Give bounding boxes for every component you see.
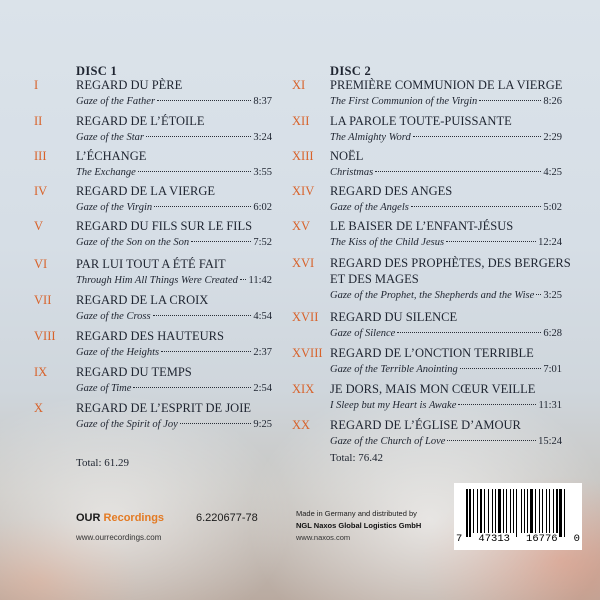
track-duration: 6:02 [253,202,272,213]
dot-leader [180,423,252,424]
track-title: REGARD DE L’ONCTION TERRIBLE [330,346,534,360]
disc2-title: DISC 2 [330,64,372,78]
track-title: REGARD DU FILS SUR LE FILS [76,219,253,233]
disc2-total: Total: 76.42 [330,452,384,464]
track-subtitle-line [76,132,272,143]
track-subtitle-line [76,311,272,322]
brand-recordings: Recordings [103,512,165,524]
dot-leader [153,315,252,316]
dot-leader [138,171,252,172]
track-number: XIX [292,382,315,396]
track-number: IX [34,365,48,379]
track-number: XV [292,219,311,233]
track-number: I [34,78,39,92]
track-title: REGARD DU SILENCE [330,310,458,324]
track-duration: 3:24 [253,132,272,143]
track-duration: 2:29 [543,132,562,143]
track-number: XIV [292,184,315,198]
track-subtitle-line [330,202,562,213]
dot-leader [397,332,541,333]
track-subtitle-line [330,167,562,178]
barcode-digit-group: 7 [456,533,463,545]
catalog-number: 6.220677-78 [196,512,258,524]
track-title: LA PAROLE TOUTE-PUISSANTE [330,114,512,128]
track-subtitle-line [330,400,562,411]
track-translation: Gaze of the Church of Love [330,436,446,447]
track-title: NOËL [330,149,364,163]
track-duration: 11:31 [538,400,562,411]
track-duration: 11:42 [248,275,272,286]
track-translation: Gaze of the Spirit of Joy [76,419,178,430]
track-title: LE BAISER DE L’ENFANT-JÉSUS [330,219,514,233]
track-number: IV [34,184,48,198]
track-duration: 8:26 [543,96,562,107]
barcode-digit-group: 16776 [526,533,558,545]
track-translation: Gaze of the Angels [330,202,409,213]
barcode-digit-group: 47313 [478,533,510,545]
dot-leader [133,387,251,388]
made-in-text: Made in Germany and distributed by [296,509,417,518]
track-subtitle-line [76,237,272,248]
track-duration: 4:25 [543,167,562,178]
barcode-digit-group: 0 [573,533,580,545]
track-translation: Gaze of Silence [330,328,396,339]
track-subtitle-line [330,96,562,107]
track-duration: 2:54 [253,383,272,394]
track-translation: The Kiss of the Child Jesus [330,237,445,248]
track-title: REGARD DES PROPHÈTES, DES BERGERS [330,256,571,270]
track-title: REGARD DE L’ÉGLISE D’AMOUR [330,418,521,432]
disc1-title: DISC 1 [76,64,118,78]
track-translation: Gaze of the Prophet, the Shepherds and the Wise [330,290,535,301]
track-translation: Through Him All Things Were Created [76,275,238,286]
track-subtitle-line [330,132,562,143]
track-duration: 15:24 [538,436,562,447]
track-subtitle-line [330,290,562,301]
track-number: V [34,219,44,233]
distributor-website: www.naxos.com [296,533,351,542]
track-title: REGARD DE LA VIERGE [76,184,216,198]
track-duration: 5:02 [543,202,562,213]
track-number: XX [292,418,311,432]
distributor-name: NGL Naxos Global Logistics GmbH [296,521,422,530]
dot-leader [460,368,542,369]
track-duration: 7:52 [253,237,272,248]
track-title: REGARD DU TEMPS [76,365,192,379]
track-subtitle-line [76,347,272,358]
track-title: JE DORS, MAIS MON CŒUR VEILLE [330,382,536,396]
track-subtitle-line [330,364,562,375]
track-translation: Gaze of the Son on the Son [76,237,190,248]
dot-leader [154,206,251,207]
brand-our: OUR [76,512,101,524]
track-title: REGARD DES HAUTEURS [76,329,224,343]
track-number: XI [292,78,306,92]
track-translation: Christmas [330,167,374,178]
track-subtitle-line [76,96,272,107]
track-title: REGARD DE LA CROIX [76,293,209,307]
track-number: II [34,114,43,128]
track-translation: Gaze of Time [76,383,132,394]
track-translation: I Sleep but my Heart is Awake [330,400,457,411]
track-duration: 9:25 [253,419,272,430]
track-number: VI [34,257,48,271]
dot-leader [157,100,251,101]
track-translation: Gaze of the Star [76,132,144,143]
track-translation: The First Communion of the Virgin [330,96,478,107]
track-subtitle-line [76,167,272,178]
barcode-bars [466,489,572,533]
dot-leader [191,241,251,242]
dot-leader [146,136,251,137]
track-number: VIII [34,329,56,343]
dot-leader [411,206,541,207]
track-title: REGARD DES ANGES [330,184,453,198]
track-translation: Gaze of the Father [76,96,156,107]
track-number: XVII [292,310,319,324]
track-duration: 7:01 [543,364,562,375]
dot-leader [536,294,541,295]
track-subtitle-line [76,275,272,286]
dot-leader [446,241,536,242]
track-duration: 4:54 [253,311,272,322]
track-title-line2: ET DES MAGES [330,272,419,286]
track-subtitle-line [330,237,562,248]
track-subtitle-line [330,436,562,447]
track-number: X [34,401,44,415]
track-duration: 12:24 [538,237,562,248]
disc1-total: Total: 61.29 [76,457,130,469]
brand-logo [76,512,164,524]
dot-leader [458,404,536,405]
label-website: www.ourrecordings.com [76,533,162,542]
track-subtitle-line [330,328,562,339]
track-translation: Gaze of the Cross [76,311,151,322]
track-number: III [34,149,47,163]
track-title: REGARD DE L’ÉTOILE [76,114,205,128]
track-subtitle-line [76,202,272,213]
track-duration: 3:25 [543,290,562,301]
track-number: XII [292,114,310,128]
track-title: PAR LUI TOUT A ÉTÉ FAIT [76,257,226,271]
track-duration: 2:37 [253,347,272,358]
track-title: PREMIÈRE COMMUNION DE LA VIERGE [330,78,563,92]
track-translation: Gaze of the Heights [76,347,160,358]
dot-leader [447,440,536,441]
track-number: XVI [292,256,315,270]
barcode-digits [456,533,580,545]
dot-leader [240,279,247,280]
track-duration: 6:28 [543,328,562,339]
dot-leader [479,100,541,101]
track-number: VII [34,293,52,307]
track-translation: Gaze of the Virgin [76,202,153,213]
dot-leader [375,171,541,172]
track-subtitle-line [76,419,272,430]
track-translation: Gaze of the Terrible Anointing [330,364,458,375]
track-subtitle-line [76,383,272,394]
dot-leader [161,351,251,352]
track-title: REGARD DE L’ESPRIT DE JOIE [76,401,252,415]
track-translation: The Exchange [76,167,136,178]
track-title: L’ÉCHANGE [76,149,147,163]
track-number: XVIII [292,346,323,360]
track-duration: 3:55 [253,167,272,178]
track-translation: The Almighty Word [330,132,411,143]
track-title: REGARD DU PÈRE [76,78,183,92]
track-number: XIII [292,149,314,163]
track-duration: 8:37 [253,96,272,107]
dot-leader [413,136,542,137]
barcode [454,483,582,550]
